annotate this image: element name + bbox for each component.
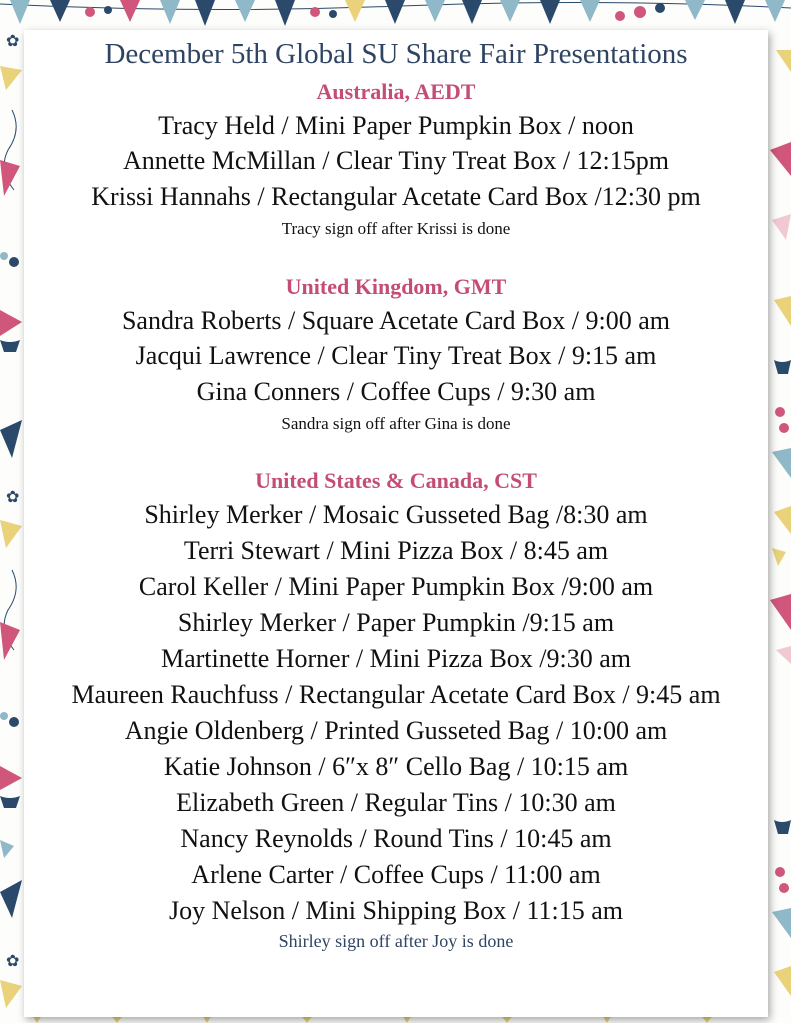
schedule-entry: Elizabeth Green / Regular Tins / 10:30 am [176, 788, 616, 817]
top-bunting [0, 0, 791, 26]
schedule-entry: Tracy Held / Mini Paper Pumpkin Box / noon [158, 111, 634, 140]
region-heading-australia: Australia, AEDT [316, 79, 476, 104]
schedule-entry: Angie Oldenberg / Printed Gusseted Bag / 10:00 am [124, 716, 668, 745]
schedule-entry: Jacqui Lawrence / Clear Tiny Treat Box / 9:15 am [135, 341, 657, 370]
schedule-entry: Joy Nelson / Mini Shipping Box / 11:15 am [168, 896, 624, 925]
schedule-entry: Shirley Merker / Mosaic Gusseted Bag /8:30 am [144, 500, 648, 529]
svg-text:✿: ✿ [6, 951, 20, 970]
sign-off-note: Sandra sign off after Gina is done [281, 414, 511, 433]
sign-off-note: Shirley sign off after Joy is done [278, 931, 514, 951]
schedule-entry: Martinette Horner / Mini Pizza Box /9:30 am [160, 644, 632, 673]
schedule-entry: Katie Johnson / 6″x 8″ Cello Bag / 10:15 am [163, 752, 629, 781]
sign-off-note: Tracy sign off after Krissi is done [281, 219, 511, 238]
schedule-entry: Maureen Rauchfuss / Rectangular Acetate Card Box / 9:45 am [71, 680, 721, 709]
page-title: December 5th Global SU Share Fair Presentations [104, 38, 688, 70]
region-heading-uk: United Kingdom, GMT [285, 274, 507, 299]
schedule-entry: Shirley Merker / Paper Pumpkin /9:15 am [177, 608, 615, 637]
schedule-entry: Sandra Roberts / Square Acetate Card Box / 9:00 am [121, 306, 671, 335]
schedule-entry: Nancy Reynolds / Round Tins / 10:45 am [180, 824, 612, 853]
schedule-entry: Gina Conners / Coffee Cups / 9:30 am [196, 377, 596, 406]
schedule-entry: Arlene Carter / Coffee Cups / 11:00 am [191, 860, 601, 889]
svg-text:✿: ✿ [6, 31, 20, 50]
schedule-entry: Carol Keller / Mini Paper Pumpkin Box /9:00 am [138, 572, 654, 601]
schedule-entry: Krissi Hannahs / Rectangular Acetate Card Box /12:30 pm [91, 182, 701, 211]
schedule-card [24, 30, 768, 1017]
schedule-entry: Terri Stewart / Mini Pizza Box / 8:45 am [183, 536, 609, 565]
left-bunting [0, 31, 22, 1008]
schedule-entry: Annette McMillan / Clear Tiny Treat Box / 12:15pm [122, 146, 669, 175]
svg-text:✿: ✿ [6, 487, 20, 506]
region-heading-us-canada: United States & Canada, CST [255, 468, 537, 493]
right-bunting [770, 50, 791, 996]
